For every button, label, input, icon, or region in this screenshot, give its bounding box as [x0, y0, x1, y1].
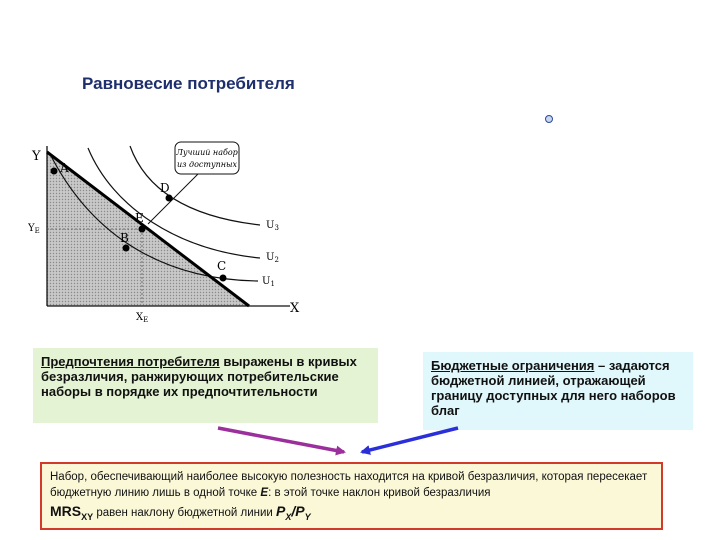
point-e-marker	[139, 226, 146, 233]
point-e-label: E	[135, 211, 144, 225]
point-c-marker	[220, 275, 227, 282]
consumer-equilibrium-diagram	[28, 138, 318, 328]
budget-heading: Бюджетные ограничения	[431, 358, 595, 373]
mrs-term: $MRS_{XY}$	[50, 503, 94, 522]
preferences-text: выражены в кривых безразличия, ранжирующих потребительские наборы в порядке их предпочтительности	[41, 354, 357, 399]
budget-box	[423, 352, 693, 430]
point-c-label: C	[217, 259, 227, 273]
arrow-right	[362, 428, 458, 452]
point-d-marker	[166, 195, 173, 202]
price-ratio: $P_X/P_Y$	[276, 503, 311, 522]
x-axis-label: X	[290, 301, 300, 316]
preferences-box	[33, 348, 378, 423]
point-a-label: A	[60, 161, 69, 175]
bullet-dot-icon	[545, 115, 553, 123]
result-text-bottom: $MRS_{XY}$ равен наклону бюджетной линии $P_X/P_Y$	[50, 503, 311, 522]
curve-u1-label: $U_1$	[262, 276, 275, 288]
callout-line1: Лучший набор	[176, 148, 238, 157]
ye-label: $Y_E$	[28, 223, 40, 235]
budget-text: – задаются бюджетной линией, отражающей границу доступных для него наборов благ	[431, 358, 676, 418]
slide-title: Равновесие потребителя	[82, 74, 295, 93]
point-a-marker	[51, 168, 58, 175]
point-b-marker	[123, 245, 130, 252]
arrow-left	[218, 428, 344, 452]
preferences-heading: Предпочтения потребителя	[41, 354, 220, 369]
point-d-label: D	[160, 181, 170, 195]
callout-pointer	[148, 174, 198, 224]
curve-u2-label: $U_2$	[266, 252, 279, 264]
callout-box	[175, 142, 239, 174]
xe-label: $X_E$	[136, 312, 149, 324]
point-b-label: B	[120, 231, 129, 245]
y-axis-label: Y	[32, 149, 41, 164]
curve-u3-label: $U_3$	[266, 220, 279, 232]
callout-line2: из доступных	[176, 160, 238, 169]
result-text-top: Набор, обеспечивающий наиболее высокую полезность находится на кривой безразличия, которая пересекает бюджетную линию лишь в одной точке E: в этой точке наклон кривой безразличия	[50, 471, 648, 499]
equilibrium-result-box	[40, 462, 663, 530]
